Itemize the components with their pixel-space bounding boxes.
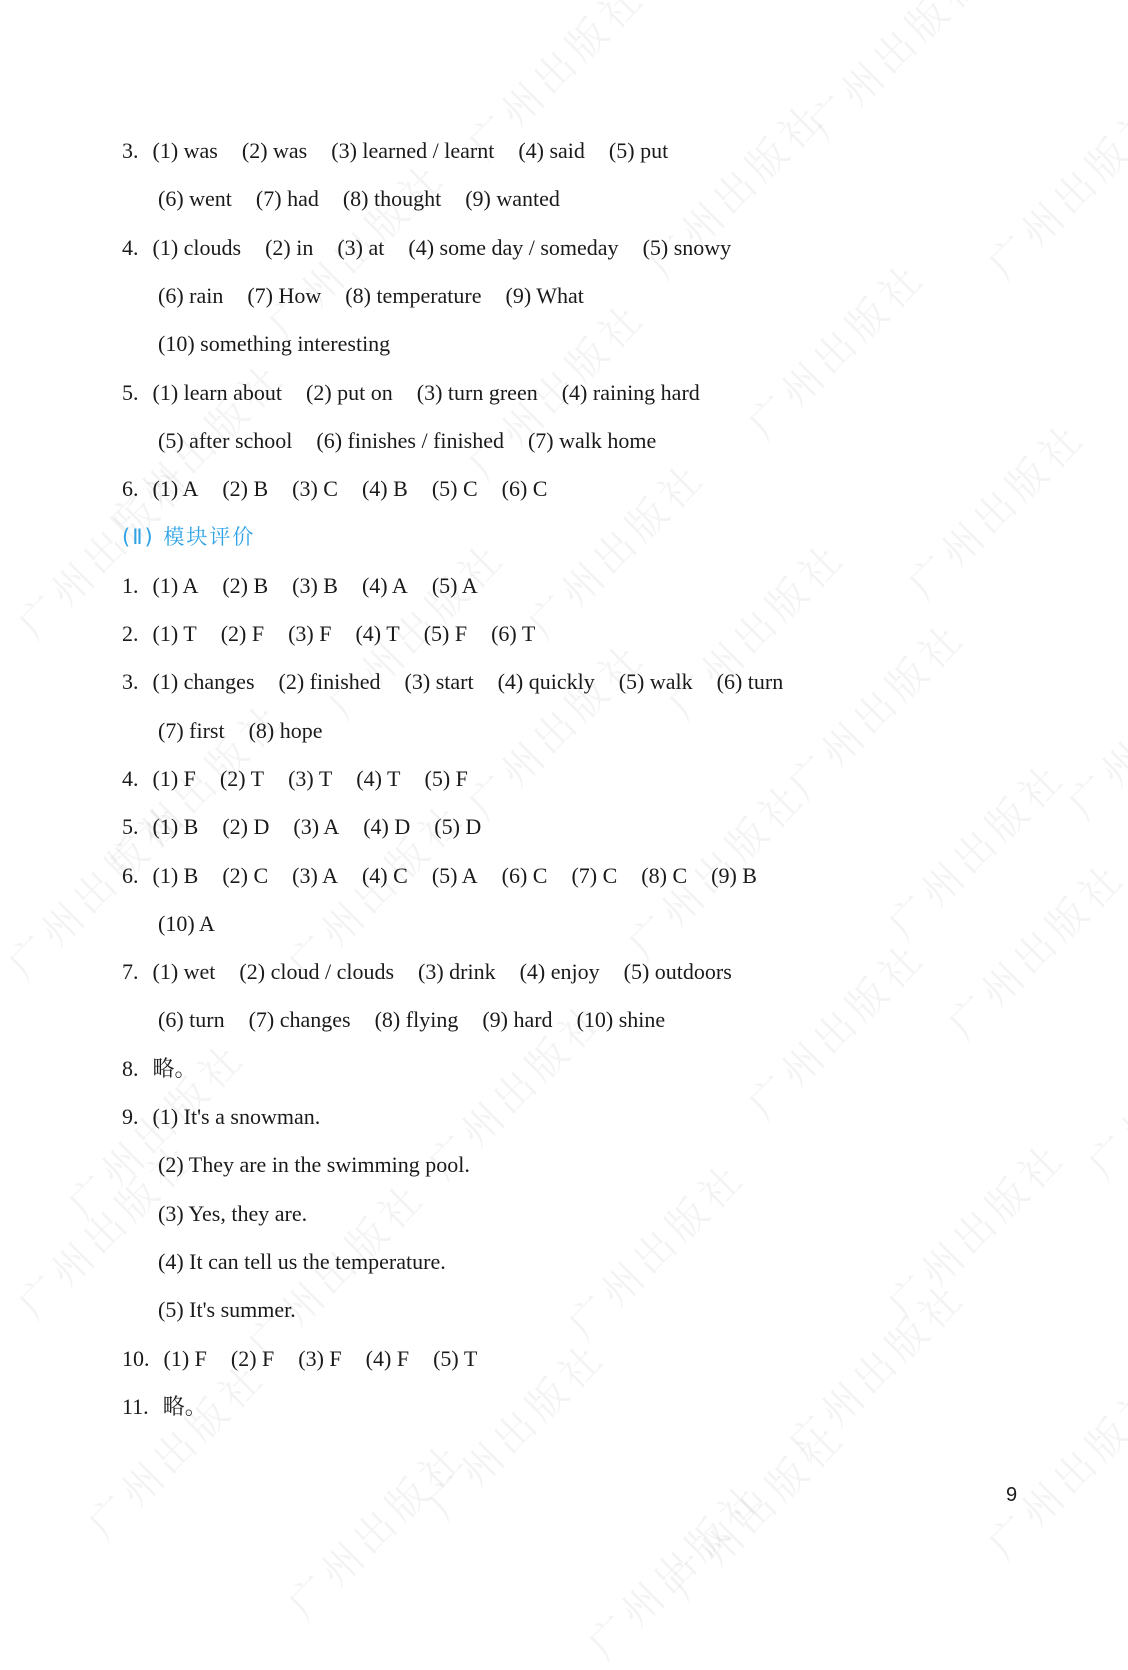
publisher-watermark: [554, 1147, 757, 1350]
answer-item: (6) C: [501, 476, 548, 502]
answer-item: (2) T: [219, 765, 265, 791]
answer-item: (8) C: [641, 862, 688, 888]
answer-item: (5) A: [431, 572, 478, 598]
answer-item: (1) clouds: [152, 234, 242, 260]
answer-line: [122, 961, 732, 983]
answer-line: [158, 1154, 470, 1176]
answer-item: (7) changes: [248, 1007, 351, 1033]
section-title: (Ⅱ) 模块评价: [122, 525, 256, 550]
answer-item: (3) start: [404, 669, 474, 695]
question-number: 11.: [122, 1393, 149, 1419]
answer-item: (3) F: [288, 621, 332, 646]
answer-item: (2) F: [220, 621, 265, 646]
answer-item: (4) quickly: [497, 669, 595, 695]
answer-item: (4) B: [361, 476, 408, 502]
answer-item: (3) drink: [418, 959, 496, 985]
answer-item: (5) D: [434, 814, 482, 840]
publisher-watermark: [774, 607, 977, 810]
answer-line: [122, 623, 535, 645]
answer-item: (6) turn: [158, 1007, 225, 1033]
answer-item: (10) A: [158, 910, 215, 936]
answer-item: (1) It's a snowman.: [152, 1104, 321, 1129]
answer-item: (1) A: [152, 572, 199, 598]
answer-item: (2) B: [222, 572, 269, 598]
answer-item: (1) changes: [152, 669, 255, 695]
answer-item: (1) B: [152, 862, 199, 888]
answer-item: (5) A: [431, 862, 478, 888]
section-heading: [122, 526, 255, 548]
answer-item: (3) A: [293, 814, 340, 840]
answer-item: (9) B: [711, 862, 757, 888]
question-number: 8.: [122, 1055, 139, 1081]
publisher-watermark: [1074, 987, 1128, 1190]
answer-item: (4) raining hard: [561, 379, 700, 405]
publisher-watermark: [774, 1267, 977, 1470]
answer-item: (6) T: [491, 621, 536, 646]
answer-item: (3) F: [298, 1345, 342, 1371]
answer-item: (4) enjoy: [519, 959, 600, 985]
question-number: 10.: [122, 1345, 150, 1371]
answer-line: [158, 427, 657, 453]
publisher-watermark: [734, 247, 937, 450]
answer-line: [122, 234, 732, 260]
answer-item: (6) rain: [158, 282, 224, 308]
answer-item: (4) A: [361, 572, 408, 598]
publisher-watermark: [734, 927, 937, 1130]
answer-item: 略。: [162, 1393, 207, 1419]
publisher-watermark: [934, 847, 1128, 1050]
publisher-watermark: [454, 627, 657, 830]
answer-item: (9) wanted: [465, 186, 560, 212]
answer-item: (3) C: [292, 476, 338, 502]
answer-item: (7) walk home: [527, 427, 657, 453]
answer-item: (4) F: [365, 1345, 410, 1371]
question-number: 5.: [122, 379, 139, 405]
answer-item: (10) something interesting: [158, 331, 391, 357]
publisher-watermark: [874, 747, 1077, 950]
answer-item: (6) finishes / finished: [316, 427, 504, 453]
answer-line: [122, 140, 668, 162]
answer-line: [158, 282, 584, 308]
answer-item: (2) in: [265, 234, 314, 260]
answer-item: (7) had: [255, 186, 319, 212]
answer-line: [122, 478, 547, 500]
answer-item: (2) D: [222, 814, 270, 840]
answer-item: (9) What: [505, 282, 584, 308]
answer-item: (4) It can tell us the temperature.: [158, 1248, 446, 1274]
answer-item: (4) D: [363, 814, 411, 840]
answer-item: (5) T: [433, 1345, 478, 1371]
answer-item: (5) C: [431, 476, 478, 502]
question-number: 5.: [122, 814, 139, 840]
answer-item: (6) turn: [716, 669, 784, 695]
answer-line: [158, 1299, 296, 1321]
publisher-watermark: [654, 1407, 857, 1610]
answer-item: (5) F: [423, 621, 468, 646]
answer-line: [158, 1200, 308, 1226]
answer-item: (9) hard: [482, 1007, 553, 1033]
answer-item: (3) A: [292, 862, 338, 888]
answer-line: [122, 379, 700, 405]
answer-line: [122, 1106, 320, 1128]
answer-line: [122, 1055, 197, 1081]
answer-item: (3) B: [292, 572, 338, 598]
answer-item: (1) F: [152, 765, 196, 791]
question-number: 4.: [122, 234, 139, 260]
answer-line: [158, 188, 560, 210]
answer-item: (5) snowy: [642, 234, 732, 260]
question-number: 9.: [122, 1104, 139, 1129]
answer-item: (4) said: [518, 138, 585, 163]
question-number: 7.: [122, 959, 139, 985]
answer-item: (2) C: [222, 862, 269, 888]
publisher-watermark: [974, 87, 1128, 290]
answer-item: (3) Yes, they are.: [158, 1200, 308, 1226]
answer-line: [158, 1009, 665, 1031]
answer-item: (8) thought: [342, 186, 442, 212]
question-number: 3.: [122, 669, 139, 695]
answer-item: (5) F: [424, 765, 468, 791]
publisher-watermark: [874, 1127, 1077, 1330]
publisher-watermark: [894, 407, 1097, 610]
answer-line: [122, 1345, 478, 1371]
publisher-watermark: [654, 527, 857, 730]
answer-line: [122, 671, 783, 693]
answer-item: (4) T: [356, 765, 401, 791]
answer-item: (5) outdoors: [623, 959, 732, 985]
answer-item: (4) C: [361, 862, 408, 888]
answer-line: [122, 572, 478, 598]
publisher-watermark: [574, 1467, 777, 1670]
answer-item: 略。: [152, 1055, 197, 1081]
answer-item: (1) F: [163, 1345, 207, 1371]
question-number: 4.: [122, 765, 139, 791]
question-number: 1.: [122, 572, 139, 598]
answer-item: (6) C: [501, 862, 548, 888]
answer-item: (7) How: [247, 282, 322, 308]
answer-item: (8) temperature: [345, 282, 482, 308]
publisher-watermark: [974, 1367, 1128, 1570]
answer-line: [122, 1393, 207, 1419]
publisher-watermark: [74, 1347, 277, 1550]
answer-item: (2) put on: [306, 379, 393, 405]
answer-item: (5) It's summer.: [158, 1297, 296, 1323]
answer-item: (4) T: [355, 621, 400, 646]
publisher-watermark: [794, 0, 997, 150]
answer-item: (8) hope: [248, 717, 323, 743]
answer-item: (1) wet: [152, 959, 216, 985]
answer-line: [122, 862, 757, 888]
answer-item: (5) put: [608, 138, 669, 163]
answer-item: (6) went: [158, 186, 232, 212]
answer-item: (2) finished: [278, 669, 381, 695]
answer-item: (7) C: [571, 862, 618, 888]
publisher-watermark: [1054, 627, 1128, 830]
answer-item: (2) B: [222, 476, 269, 502]
answer-item: (1) A: [152, 476, 199, 502]
answer-item: (3) learned / learnt: [331, 138, 495, 163]
answer-line: [122, 765, 468, 791]
question-number: 6.: [122, 476, 139, 502]
answer-item: (10) shine: [576, 1007, 666, 1033]
question-number: 2.: [122, 621, 139, 646]
answer-item: (1) T: [152, 621, 197, 646]
answer-item: (7) first: [158, 717, 225, 743]
answer-item: (2) was: [241, 138, 308, 163]
answer-item: (3) T: [288, 765, 333, 791]
answer-line: [158, 910, 215, 936]
publisher-watermark: [274, 1427, 477, 1630]
answer-line: [158, 717, 323, 743]
answer-item: (8) flying: [374, 1007, 459, 1033]
answer-item: (5) after school: [158, 427, 293, 453]
page-number: 9: [1006, 1484, 1018, 1506]
answer-item: (2) F: [230, 1345, 275, 1371]
answer-item: (3) at: [337, 234, 385, 260]
question-number: 6.: [122, 862, 139, 888]
answer-item: (5) walk: [618, 669, 693, 695]
answer-line: [158, 333, 390, 355]
answer-item: (2) cloud / clouds: [239, 959, 395, 985]
question-number: 3.: [122, 138, 139, 163]
answer-line: [122, 816, 481, 838]
answer-line: [158, 1248, 446, 1274]
answer-item: (2) They are in the swimming pool.: [158, 1152, 470, 1178]
answer-item: (4) some day / someday: [408, 234, 619, 260]
answer-item: (1) B: [152, 814, 199, 840]
answer-item: (3) turn green: [416, 379, 538, 405]
answer-item: (1) was: [152, 138, 218, 163]
answer-item: (1) learn about: [152, 379, 282, 405]
